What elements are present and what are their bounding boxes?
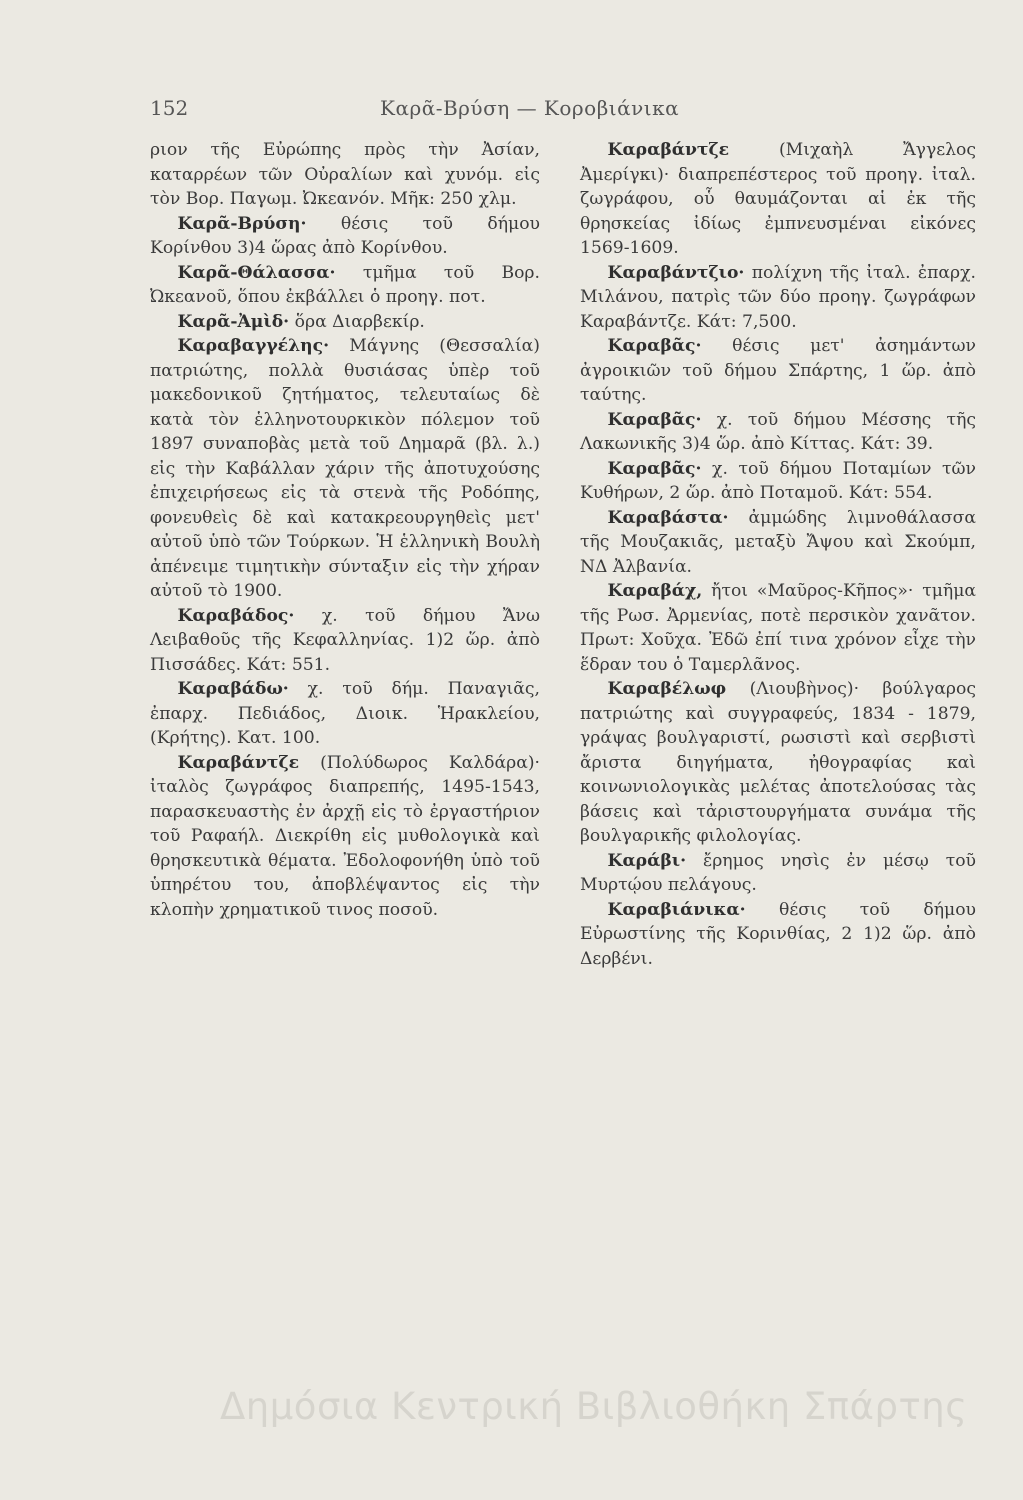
entry-text: θέσις μετ' ἀσημάντων ἀγροικιῶν τοῦ δήμου Σπάρτης, 1 ὥρ. ἀπὸ ταύτης. (580, 336, 976, 405)
entry-headword: Καραβάδω· (177, 679, 289, 699)
entry-headword: Καρᾶ-Βρύση· (177, 213, 307, 234)
dictionary-entry (150, 677, 540, 751)
dictionary-entry (580, 677, 976, 849)
entry-headword: Καραβάντζε (177, 752, 300, 773)
entry-text: θέσις τοῦ δήμου Εὐρωστίνης τῆς Κορινθίας, 2 1)2 ὥρ. ἀπὸ Δερβένι. (580, 899, 976, 969)
dictionary-entry (150, 310, 540, 335)
entry-headword: Καραβιάνικα· (607, 899, 746, 920)
dictionary-entry (150, 138, 540, 212)
dictionary-entry (580, 579, 976, 677)
entry-text: ὅρα Διαρβεκίρ. (294, 311, 425, 332)
dictionary-entry (580, 334, 976, 408)
entry-headword: Καραβάχ, (607, 581, 703, 601)
entry-text: ἀμμώδης λιμνοθάλασσα τῆς Μουζακιᾶς, μεταξὺ Ἄψου καὶ Σκούμπ, ΝΔ Ἀλβανία. (580, 507, 977, 577)
dictionary-entry (150, 212, 540, 261)
running-head: Καρᾶ-Βρύση — Κοροβιάνικα (380, 96, 680, 120)
dictionary-entry (580, 849, 976, 898)
dictionary-entry (150, 604, 540, 678)
entry-headword: Καρᾶ-Ἀμὶδ· (177, 311, 290, 332)
dictionary-entry (150, 334, 540, 604)
dictionary-entry (580, 138, 976, 261)
entry-headword: Καραβάντζε (607, 140, 730, 160)
entry-text: ἤτοι «Μαῦρος-Κῆπος»· τμῆμα τῆς Ρωσ. Ἀρμενίας, ποτὲ περσικὸν χανᾶτον. Πρωτ: Χοῦχα. Ἐδῶ ἐπί τινα χρόνον εἶχε τὴν ἕδραν του ὁ Ταμερλᾶνος. (580, 581, 977, 675)
entry-headword: Καραβαγγέλης· (177, 336, 330, 356)
dictionary-entry (580, 506, 976, 580)
entry-headword: Καρᾶ-Θάλασσα· (177, 262, 336, 283)
entry-headword: Καράβι· (607, 850, 687, 871)
entry-text: (Μιχαὴλ Ἄγγελος Ἀμερίγκι)· διαπρεπέστερος τοῦ προηγ. ἰταλ. ζωγράφου, οὗ θαυμάζονται αἱ ἐκ τῆς θρησκείας ἰδίως ἐμπνευσμέναι εἰκόνες 1569-1609. (580, 140, 976, 258)
dictionary-entry (580, 408, 976, 457)
entry-text: θέσις τοῦ δήμου Κορίνθου 3)4 ὥρας ἀπὸ Κορίνθου. (150, 213, 540, 258)
entry-text: χ. τοῦ δήμ. Παναγιᾶς, ἐπαρχ. Πεδιάδος, Διοικ. Ἡρακλείου, (Κρήτης). Κατ. 100. (150, 679, 540, 748)
entry-text: τμῆμα τοῦ Βορ. Ὠκεανοῦ, ὅπου ἐκβάλλει ὁ προηγ. ποτ. (150, 262, 540, 307)
dictionary-entry (580, 898, 976, 972)
entry-headword: Καραβάστα· (607, 507, 729, 528)
entry-text: (Λιουβὴνος)· βούλγαρος πατριώτης καὶ συγγραφεύς, 1834 - 1879, γράψας βουλγαριστί, ρωσιστὶ καὶ σερβιστὶ ἄριστα διηγήματα, ἠθογραφίας καὶ κοινωνιολογικὰς μελέτας ἀποτελούσας τὰς βάσεις καὶ τἀριστουργήματα συνάμα τῆς βουλγαρικῆς φιλολογίας. (580, 679, 977, 846)
right-column (580, 138, 976, 971)
entry-text: πολίχνη τῆς ἰταλ. ἐπαρχ. Μιλάνου, πατρὶς τῶν δύο προηγ. ζωγράφων Καραβάντζε. Κάτ: 7,500. (580, 262, 976, 332)
dictionary-entry (150, 751, 540, 923)
entry-headword: Καραβάδος· (177, 605, 295, 626)
entry-text: (Πολύδωρος Καλδάρα)· ἰταλὸς ζωγράφος διαπρεπής, 1495-1543, παρασκευαστὴς ἐν ἀρχῇ εἰς τὸ ἐργαστήριον τοῦ Ραφαήλ. Διεκρίθη εἰς μυθολογικὰ καὶ θρησκευτικὰ θέματα. Ἐδολοφονήθη ὑπὸ τοῦ ὑπηρέτου του, ἀποβλέψαντος εἰς τὴν κλοπὴν χρηματικοῦ τινος ποσοῦ. (150, 752, 541, 920)
entry-headword: Καραβᾶς· (607, 336, 702, 356)
page-header (150, 96, 900, 126)
page-number: 152 (150, 96, 189, 120)
dictionary-entry (150, 261, 540, 310)
entry-headword: Καραβᾶς· (607, 409, 702, 430)
entry-text: χ. τοῦ δήμου Ἄνω Λειβαθοῦς τῆς Κεφαλληνίας. 1)2 ὥρ. ἀπὸ Πισσάδες. Κάτ: 551. (150, 605, 541, 675)
entry-headword: Καραβᾶς· (607, 458, 702, 479)
entry-headword: Καραβέλωφ (607, 679, 727, 699)
entry-text: ριον τῆς Εὐρώπης πρὸς τὴν Ἀσίαν, καταρρέων τῶν Οὐραλίων καὶ χυνόμ. εἰς τὸν Βορ. Παγωμ. Ὠκεανόν. Μῆκ: 250 χλμ. (150, 140, 540, 209)
entry-text: ἔρημος νησὶς ἐν μέσῳ τοῦ Μυρτῴου πελάγους. (580, 850, 976, 895)
left-column (150, 138, 540, 922)
entry-text: χ. τοῦ δήμου Μέσσης τῆς Λακωνικῆς 3)4 ὥρ. ἀπὸ Κίττας. Κάτ: 39. (580, 409, 976, 454)
library-watermark: Δημόσια Κεντρική Βιβλιοθήκη Σπάρτης (220, 1385, 968, 1428)
entry-headword: Καραβάντζιο· (607, 262, 745, 283)
entry-text: χ. τοῦ δήμου Ποταμίων τῶν Κυθήρων, 2 ὥρ. ἀπὸ Ποταμοῦ. Κάτ: 554. (580, 458, 976, 503)
entry-text: Μάγνης (Θεσσαλία) πατριώτης, πολλὰ θυσιάσας ὑπὲρ τοῦ μακεδονικοῦ ζητήματος, τελευταίως δὲ κατὰ τὸν ἑλληνοτουρκικὸν πόλεμον τοῦ 1897 συναποβὰς μετὰ τοῦ Δημαρᾶ (βλ. λ.) εἰς τὴν Καβάλλαν χάριν τῆς ἀποτυχούσης ἐπιχειρήσεως εἰς τὰ στενὰ τῆς Ροδόπης, φονευθεὶς δὲ καὶ κατακρεουργηθεὶς μετ' αὐτοῦ ὑπὸ τῶν Τούρκων. Ἡ ἑλληνικὴ Βουλὴ ἀπένειμε τιμητικὴν σύνταξιν εἰς τὴν χήραν αὐτοῦ τὸ 1900. (150, 336, 540, 601)
dictionary-entry (580, 261, 976, 335)
dictionary-entry (580, 457, 976, 506)
